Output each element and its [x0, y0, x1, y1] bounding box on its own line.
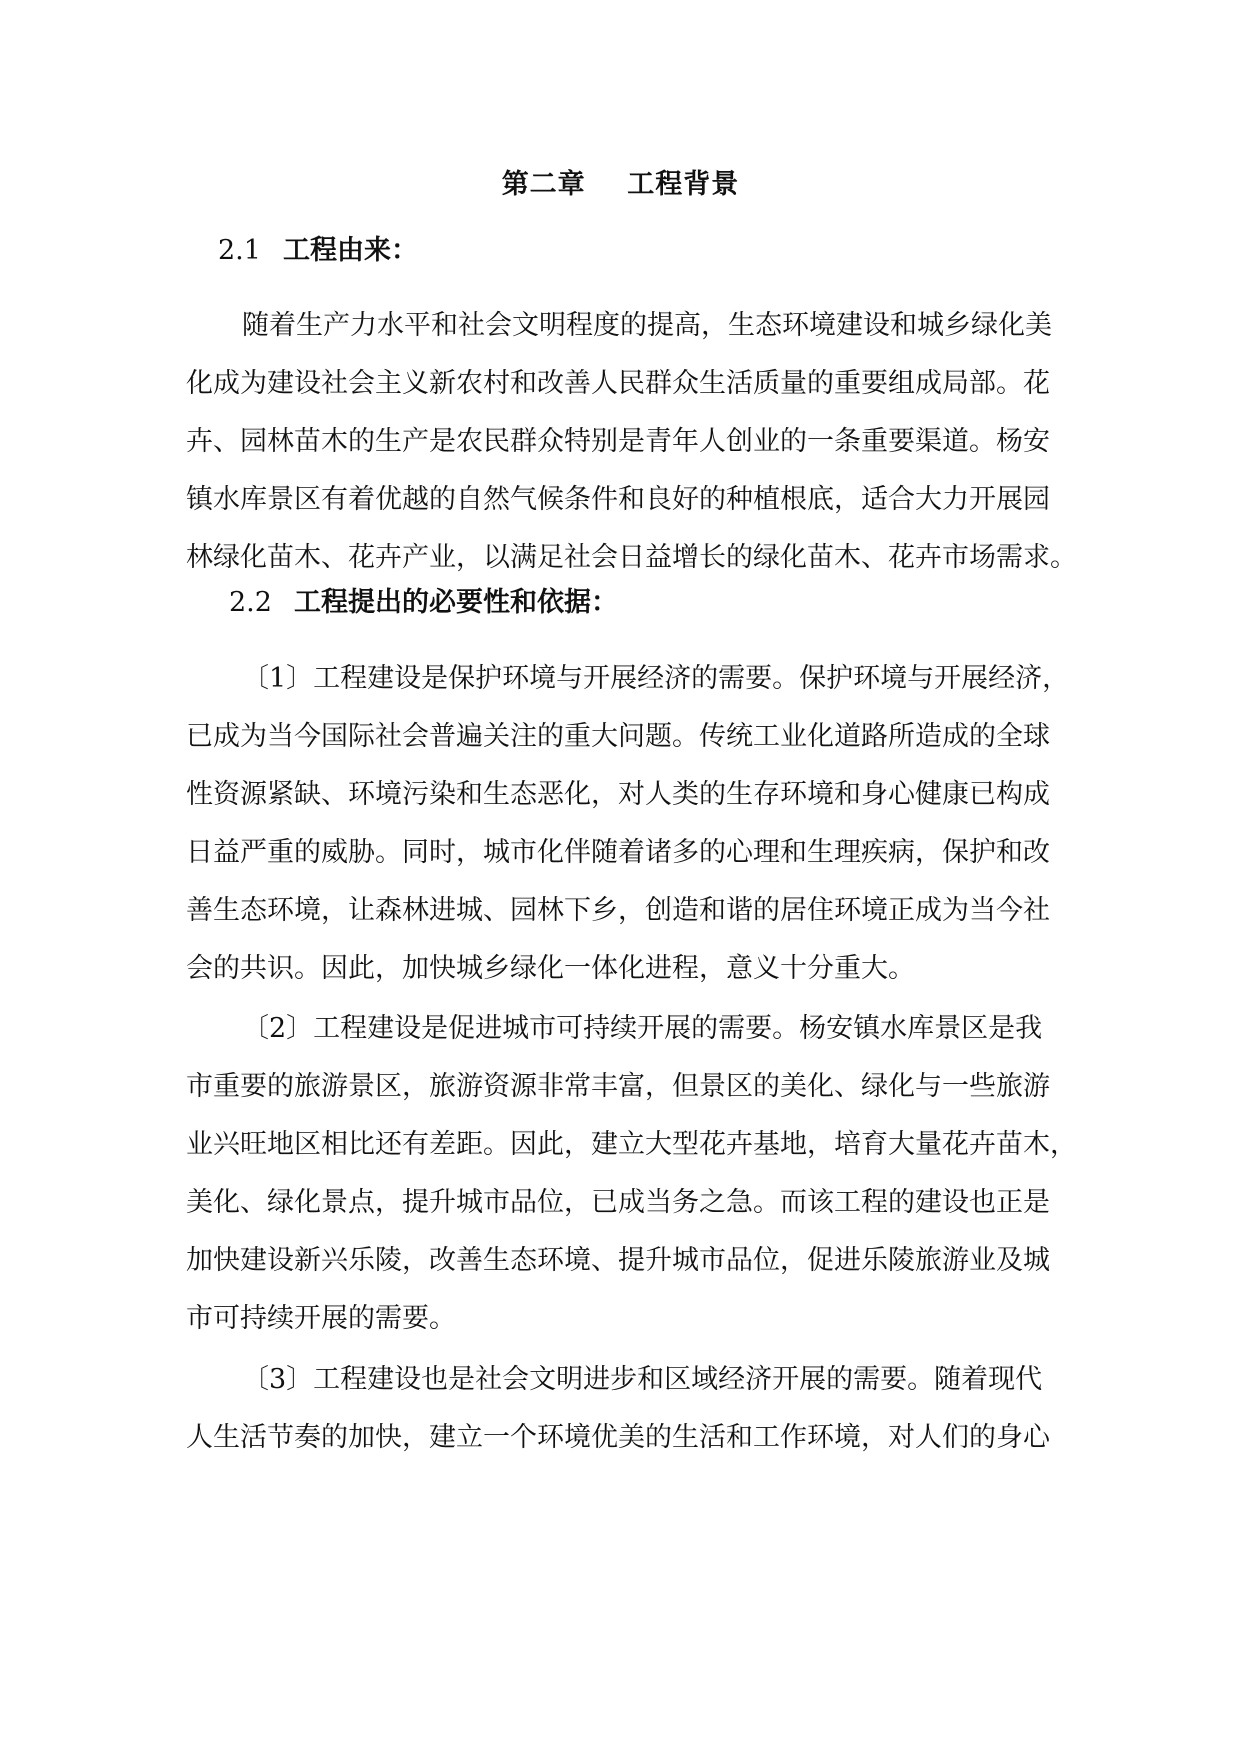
paragraph-line: 已成为当今国际社会普遍关注的重大问题。传统工业化道路所造成的全球: [186, 721, 1050, 752]
paragraph-line: 性资源紧缺、环境污染和生态恶化，对人类的生存环境和身心健康已构成: [186, 779, 1050, 810]
paragraph-line: 〔3〕工程建设也是社会文明进步和区域经济开展的需要。随着现代: [242, 1364, 1043, 1395]
paragraph-line: 〔2〕工程建设是促进城市可持续开展的需要。杨安镇水库景区是我: [242, 1013, 1043, 1044]
paragraph-line: 镇水库景区有着优越的自然气候条件和良好的种植根底，适合大力开展园: [186, 484, 1050, 515]
section-number: 2.2: [229, 587, 272, 618]
section-title: 工程由来：: [282, 235, 418, 266]
paragraph-line: 善生态环境，让森林进城、园林下乡，创造和谐的居住环境正成为当今社: [186, 895, 1050, 926]
paragraph-line: 化成为建设社会主义新农村和改善人民群众生活质量的重要组成局部。花: [186, 368, 1050, 399]
paragraph-line: 加快建设新兴乐陵，改善生态环境、提升城市品位，促进乐陵旅游业及城: [186, 1245, 1050, 1276]
paragraph-line: 人生活节奏的加快，建立一个环境优美的生活和工作环境，对人们的身心: [186, 1422, 1050, 1453]
paragraph-line: 美化、绿化景点，提升城市品位，已成当务之急。而该工程的建设也正是: [186, 1187, 1050, 1218]
paragraph-line: 业兴旺地区相比还有差距。因此，建立大型花卉基地，培育大量花卉苗木，: [186, 1129, 1077, 1160]
paragraph-necessity-1: [186, 650, 1106, 998]
section-number: 2.1: [218, 235, 261, 266]
paragraph-origin: [186, 297, 1106, 587]
paragraph-line: 市可持续开展的需要。: [186, 1303, 456, 1334]
paragraph-necessity-3: [186, 1351, 1106, 1467]
section-title: 工程提出的必要性和依据：: [293, 587, 618, 618]
section-heading-2-2: [229, 580, 618, 619]
section-heading-2-1: [218, 228, 418, 267]
paragraph-line: 卉、园林苗木的生产是农民群众特别是青年人创业的一条重要渠道。杨安: [186, 426, 1050, 457]
paragraph-line: 日益严重的威胁。同时，城市化伴随着诸多的心理和生理疾病，保护和改: [186, 837, 1050, 868]
chapter-title: 第二章 工程背景: [501, 169, 740, 200]
paragraph-line: 随着生产力水平和社会文明程度的提高，生态环境建设和城乡绿化美: [242, 310, 1052, 341]
paragraph-line: 会的共识。因此，加快城乡绿化一体化进程，意义十分重大。: [186, 953, 915, 984]
paragraph-necessity-2: [186, 1000, 1106, 1348]
paragraph-line: 林绿化苗木、花卉产业，以满足社会日益增长的绿化苗木、花卉市场需求。: [186, 542, 1077, 573]
paragraph-line: 〔1〕工程建设是保护环境与开展经济的需要。保护环境与开展经济，: [242, 663, 1070, 694]
paragraph-line: 市重要的旅游景区，旅游资源非常丰富，但景区的美化、绿化与一些旅游: [186, 1071, 1050, 1102]
